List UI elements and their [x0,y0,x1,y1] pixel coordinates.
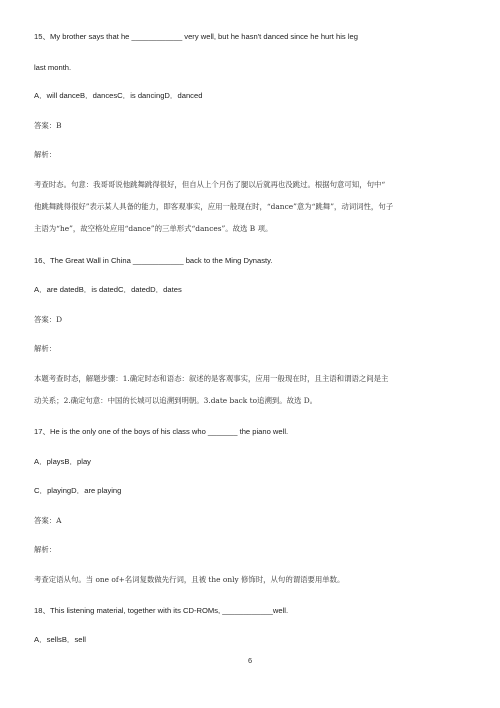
q15-analysis-line-1: 考查时态。句意：我哥哥说他跳舞跳得很好，但自从上个月伤了腿以后就再也没跳过。根据句意可知，句中“ [34,180,386,189]
q17-analysis-label: 解析： [34,545,57,554]
q15-options: A．will danceB．dancesC．is dancingD．danced [34,91,203,100]
q15-analysis-label: 解析： [34,150,57,159]
page-number: 6 [247,656,253,665]
q16-answer: 答案：D [34,315,63,324]
q15-answer: 答案：B [34,121,62,130]
q17-options-1: A．playsB．play [34,457,91,466]
q15-stem-cont: last month. [34,63,72,72]
q16-stem: 16、The Great Wall in China ____________ back to the Ming Dynasty. [34,256,273,265]
q18-stem: 18、This listening material, together with its CD-ROMs, ____________well. [34,606,289,615]
q15-analysis-line-2: 他跳舞跳得很好”表示某人具备的能力，即客观事实，应用一般现在时，“dance”意为“跳舞”，动词词性，句子 [34,202,394,211]
q16-analysis-label: 解析： [34,344,57,353]
q17-answer: 答案：A [34,516,62,525]
q16-analysis-line-2: 动关系；2.确定句意：中国的长城可以追溯到明朝。3.date back to追溯到。故选 D。 [34,396,318,405]
q18-options: A．sellsB．sell [34,635,86,644]
q17-analysis-line-1: 考查定语从句。当 one of+名词复数做先行词，且被 the only 修饰时，从句的谓语要用单数。 [34,575,345,584]
q17-stem: 17、He is the only one of the boys of his class who _______ the piano well. [34,427,289,436]
q15-stem: 15、My brother says that he ____________ very well, but he hasn't danced since he hurt his leg [34,32,358,41]
q16-options: A．are datedB．is datedC．datedD．dates [34,285,182,294]
q15-analysis-line-3: 主语为“he”，故空格处应用“dance”的三单形式“dances”。故选 B 项。 [34,224,273,233]
q16-analysis-line-1: 本题考查时态，解题步骤：1.确定时态和语态：叙述的是客观事实，应用一般现在时，且主语和谓语之间是主 [34,374,389,383]
q17-options-2: C．playingD．are playing [34,486,122,495]
